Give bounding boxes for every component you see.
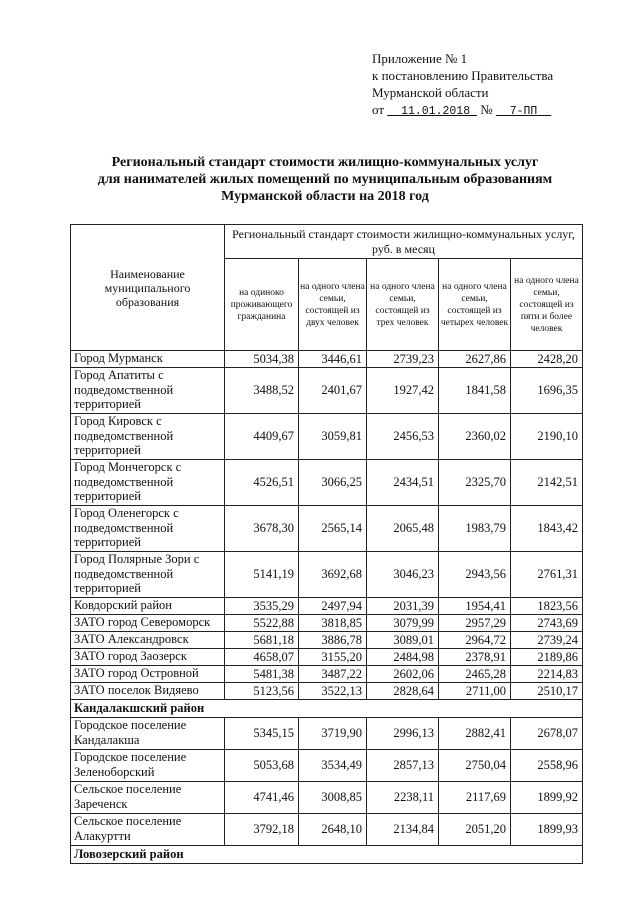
table-row <box>71 750 583 782</box>
value-cell: 2190,10 <box>511 414 583 460</box>
value-cell: 2828,64 <box>367 683 439 700</box>
table-row <box>71 782 583 814</box>
value-cell: 3818,85 <box>299 615 367 632</box>
decree-date: 11.01.2018 <box>401 105 471 118</box>
value-cell: 3446,61 <box>299 351 367 368</box>
table-row <box>71 649 583 666</box>
header-group: Региональный стандарт стоимости жилищно-коммунальных услуг, руб. в месяц <box>225 225 583 259</box>
value-cell: 2678,07 <box>511 718 583 750</box>
appendix-line-2: к постановлению Правительства <box>372 68 554 83</box>
value-cell: 2434,51 <box>367 460 439 506</box>
title-line-2: для нанимателей жилых помещений по муниципальным образованиям <box>97 172 553 187</box>
header-col-5: на одного члена семьи, состоящей из пяти и более человек <box>511 259 583 351</box>
document-title <box>60 154 590 205</box>
appendix-line-1: Приложение № 1 <box>372 51 468 66</box>
section-kandalaksha: Кандалакшский район <box>71 700 583 718</box>
value-cell: 2134,84 <box>367 814 439 846</box>
municipality-name: Ковдорский район <box>71 598 225 615</box>
header-col-3: на одного члена семьи, состоящей из трех человек <box>367 259 439 351</box>
table-row <box>71 598 583 615</box>
value-cell: 2739,24 <box>511 632 583 649</box>
value-cell: 1927,42 <box>367 368 439 414</box>
header-col-2: на одного члена семьи, состоящей из двух человек <box>299 259 367 351</box>
value-cell: 1841,58 <box>439 368 511 414</box>
value-cell: 1696,35 <box>511 368 583 414</box>
value-cell: 1899,92 <box>511 782 583 814</box>
value-cell: 1954,41 <box>439 598 511 615</box>
municipality-name: Город Мурманск <box>71 351 225 368</box>
header-name: Наименование муниципального образования <box>71 225 225 351</box>
municipality-name: Город Кировск с подведомственной территорией <box>71 414 225 460</box>
table-row <box>71 351 583 368</box>
value-cell: 2943,56 <box>439 552 511 598</box>
municipality-name: ЗАТО город Североморск <box>71 615 225 632</box>
value-cell: 3487,22 <box>299 666 367 683</box>
value-cell: 2465,28 <box>439 666 511 683</box>
value-cell: 1899,93 <box>511 814 583 846</box>
value-cell: 3089,01 <box>367 632 439 649</box>
value-cell: 3692,68 <box>299 552 367 598</box>
table-row <box>71 460 583 506</box>
value-cell: 3535,29 <box>225 598 299 615</box>
title-line-1: Региональный стандарт стоимости жилищно-коммунальных услуг <box>111 155 539 170</box>
value-cell: 1823,56 <box>511 598 583 615</box>
value-cell: 3079,99 <box>367 615 439 632</box>
value-cell: 2214,83 <box>511 666 583 683</box>
value-cell: 3534,49 <box>299 750 367 782</box>
municipality-name: ЗАТО поселок Видяево <box>71 683 225 700</box>
value-cell: 1983,79 <box>439 506 511 552</box>
standards-table <box>70 224 583 864</box>
value-cell: 4409,67 <box>225 414 299 460</box>
value-cell: 2497,94 <box>299 598 367 615</box>
municipality-name: Город Апатиты с подведомственной территорией <box>71 368 225 414</box>
value-cell: 2238,11 <box>367 782 439 814</box>
value-cell: 5681,18 <box>225 632 299 649</box>
decree-number: 7-ПП <box>509 105 538 118</box>
value-cell: 5123,56 <box>225 683 299 700</box>
table-row <box>71 615 583 632</box>
value-cell: 2648,10 <box>299 814 367 846</box>
municipality-name: Городское поселение Кандалакша <box>71 718 225 750</box>
section-lovozero: Ловозерский район <box>71 846 583 864</box>
municipality-name: Сельское поселение Алакуртти <box>71 814 225 846</box>
table-row <box>71 814 583 846</box>
value-cell: 3046,23 <box>367 552 439 598</box>
value-cell: 4526,51 <box>225 460 299 506</box>
value-cell: 3719,90 <box>299 718 367 750</box>
value-cell: 5522,88 <box>225 615 299 632</box>
value-cell: 2510,17 <box>511 683 583 700</box>
value-cell: 2996,13 <box>367 718 439 750</box>
value-cell: 2761,31 <box>511 552 583 598</box>
value-cell: 2964,72 <box>439 632 511 649</box>
value-cell: 5481,38 <box>225 666 299 683</box>
value-cell: 2558,96 <box>511 750 583 782</box>
value-cell: 5053,68 <box>225 750 299 782</box>
table-row <box>71 632 583 649</box>
municipality-name: ЗАТО город Островной <box>71 666 225 683</box>
number-prefix: № <box>480 102 493 117</box>
value-cell: 2750,04 <box>439 750 511 782</box>
value-cell: 3488,52 <box>225 368 299 414</box>
value-cell: 3155,20 <box>299 649 367 666</box>
value-cell: 2957,29 <box>439 615 511 632</box>
value-cell: 2739,23 <box>367 351 439 368</box>
value-cell: 2428,20 <box>511 351 583 368</box>
table-row <box>71 414 583 460</box>
value-cell: 3792,18 <box>225 814 299 846</box>
value-cell: 4741,46 <box>225 782 299 814</box>
value-cell: 2360,02 <box>439 414 511 460</box>
municipality-name: Город Полярные Зори с подведомственной территорией <box>71 552 225 598</box>
table-row <box>71 666 583 683</box>
value-cell: 2743,69 <box>511 615 583 632</box>
value-cell: 3008,85 <box>299 782 367 814</box>
municipality-name: ЗАТО Александровск <box>71 632 225 649</box>
value-cell: 3066,25 <box>299 460 367 506</box>
value-cell: 2189,86 <box>511 649 583 666</box>
header-col-4: на одного члена семьи, состоящей из четырех человек <box>439 259 511 351</box>
appendix-line-3: Мурманской области <box>372 85 489 100</box>
value-cell: 2565,14 <box>299 506 367 552</box>
value-cell: 2857,13 <box>367 750 439 782</box>
table-row <box>71 718 583 750</box>
municipality-name: ЗАТО город Заозерск <box>71 649 225 666</box>
value-cell: 2065,48 <box>367 506 439 552</box>
table-row <box>71 368 583 414</box>
value-cell: 2627,86 <box>439 351 511 368</box>
value-cell: 2484,98 <box>367 649 439 666</box>
value-cell: 2401,67 <box>299 368 367 414</box>
value-cell: 4658,07 <box>225 649 299 666</box>
title-line-3: Мурманской области на 2018 год <box>221 189 429 204</box>
value-cell: 2051,20 <box>439 814 511 846</box>
table-row <box>71 683 583 700</box>
value-cell: 2142,51 <box>511 460 583 506</box>
value-cell: 5345,15 <box>225 718 299 750</box>
value-cell: 2882,41 <box>439 718 511 750</box>
value-cell: 2711,00 <box>439 683 511 700</box>
municipality-name: Сельское поселение Зареченск <box>71 782 225 814</box>
value-cell: 2031,39 <box>367 598 439 615</box>
header-col-1: на одиноко проживающего гражданина <box>225 259 299 351</box>
value-cell: 3059,81 <box>299 414 367 460</box>
appendix-block <box>372 50 553 120</box>
date-prefix: от <box>372 102 385 117</box>
value-cell: 5034,38 <box>225 351 299 368</box>
value-cell: 3886,78 <box>299 632 367 649</box>
value-cell: 2117,69 <box>439 782 511 814</box>
value-cell: 2325,70 <box>439 460 511 506</box>
value-cell: 3678,30 <box>225 506 299 552</box>
value-cell: 2602,06 <box>367 666 439 683</box>
appendix-date-line <box>372 101 553 120</box>
value-cell: 2378,91 <box>439 649 511 666</box>
value-cell: 1843,42 <box>511 506 583 552</box>
table-row <box>71 552 583 598</box>
value-cell: 5141,19 <box>225 552 299 598</box>
municipality-name: Городское поселение Зеленоборский <box>71 750 225 782</box>
municipality-name: Город Мончегорск с подведомственной территорией <box>71 460 225 506</box>
municipality-name: Город Оленегорск с подведомственной территорией <box>71 506 225 552</box>
value-cell: 2456,53 <box>367 414 439 460</box>
value-cell: 3522,13 <box>299 683 367 700</box>
table-row <box>71 506 583 552</box>
